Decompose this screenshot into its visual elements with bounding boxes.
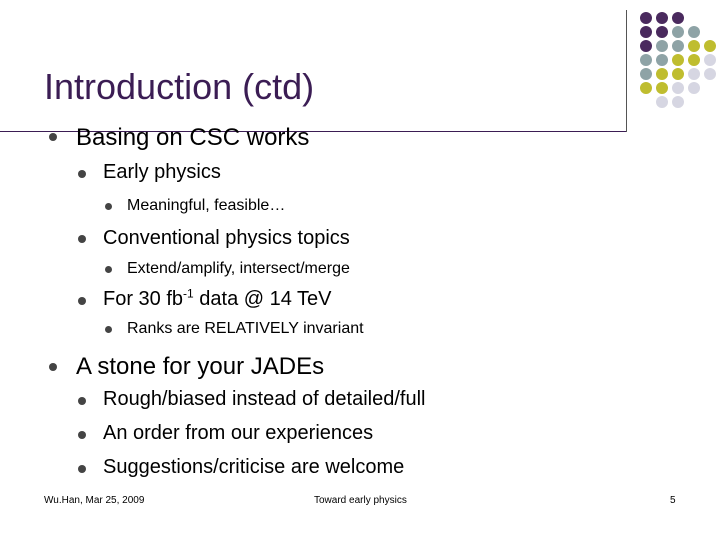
decor-dot [688,68,700,80]
decor-dot [656,82,668,94]
bullet-icon [105,326,112,333]
decor-dot [640,26,652,38]
bullet-early-physics: Early physics [103,161,221,183]
decor-dot [688,54,700,66]
decor-dot [704,54,716,66]
bullet-for30 [103,288,332,311]
for30-text-rest: data @ 14 TeV [193,288,332,310]
bullet-icon [78,297,86,305]
bullet-icon [105,203,112,210]
decor-dot [688,26,700,38]
decor-dot [656,68,668,80]
footer-page-number: 5 [670,495,676,506]
for30-exponent: -1 [183,286,194,301]
decor-dot [656,12,668,24]
bullet-rough: Rough/biased instead of detailed/full [103,388,426,410]
vertical-divider [626,10,627,132]
bullet-icon [78,465,86,473]
decor-dot [672,26,684,38]
decor-dot [656,96,668,108]
bullet-suggestions: Suggestions/criticise are welcome [103,456,405,478]
decor-dot [656,26,668,38]
bullet-icon [78,235,86,243]
decor-dot [640,12,652,24]
decor-dot [688,40,700,52]
decor-dot [704,40,716,52]
bullet-conventional: Conventional physics topics [103,227,350,249]
decor-dot [640,40,652,52]
bullet-icon [78,170,86,178]
decor-dot [640,82,652,94]
bullet-stone: A stone for your JADEs [76,353,325,380]
bullet-csc: Basing on CSC works [76,124,310,151]
footer-topic: Toward early physics [314,495,407,506]
decor-dot [672,68,684,80]
decor-dot [672,12,684,24]
bullet-icon [78,431,86,439]
decor-dot [688,82,700,94]
slide-title: Introduction (ctd) [44,66,315,107]
bullet-ranks: Ranks are RELATIVELY invariant [127,320,364,337]
footer-author-date: Wu.Han, Mar 25, 2009 [44,495,145,506]
decor-dot [672,40,684,52]
bullet-extend: Extend/amplify, intersect/merge [127,260,350,277]
decor-dot [672,82,684,94]
decor-dot [656,54,668,66]
bullet-order: An order from our experiences [103,422,374,444]
bullet-icon [49,363,57,371]
decor-dot [640,68,652,80]
bullet-meaningful: Meaningful, feasible… [127,197,286,214]
for30-text: For 30 fb [103,288,184,310]
decor-dot [640,54,652,66]
decor-dot [672,96,684,108]
decor-dot [656,40,668,52]
bullet-icon [105,266,112,273]
bullet-icon [49,133,57,141]
decor-dot [704,68,716,80]
decor-dot [672,54,684,66]
bullet-icon [78,397,86,405]
